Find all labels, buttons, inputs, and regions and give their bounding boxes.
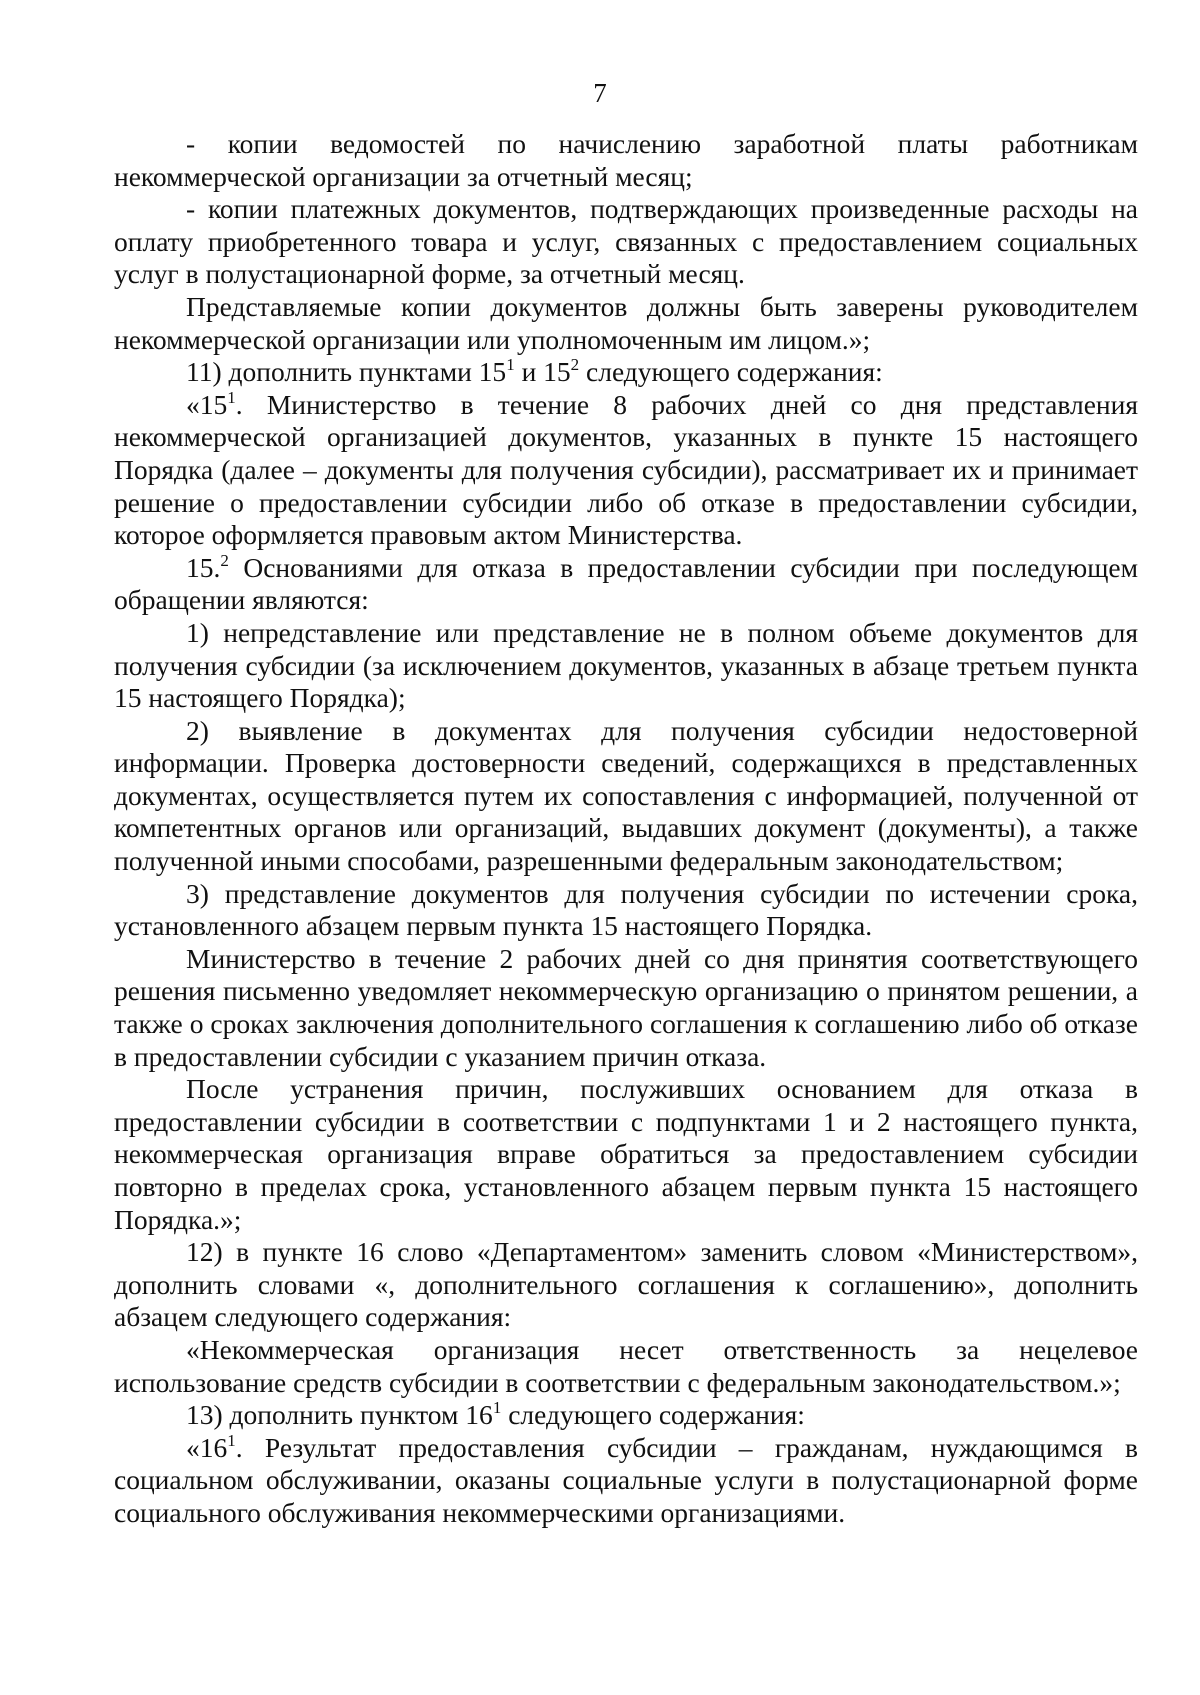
superscript: 1: [227, 387, 236, 407]
superscript: 1: [492, 1398, 502, 1417]
text-segment: 11) дополнить пунктами 15: [186, 356, 507, 388]
page-number: 7: [593, 78, 607, 108]
superscript: 1: [506, 355, 515, 374]
text-segment: «15: [186, 388, 228, 420]
text-segment: После устранения причин, послуживших основанием для отказа в предоставлении субсидии в соответствии с подпунктами 1 и 2 настоящего пункта, некоммерческая организация вправе обратиться за предоставлением субсидии повторно в пределах срока, установленного абзацем первым пункта 15 настоящего Порядка.»;: [114, 1073, 1138, 1235]
text-segment: Основаниями для отказа в предоставлении субсидии при последующем обращении являются:: [114, 551, 1138, 616]
paragraph-p14: [114, 1399, 1138, 1432]
text-segment: - копии ведомостей по начислению заработной платы работникам некоммерческой организации за отчетный месяц;: [114, 128, 1138, 192]
text-segment: . Результат предоставления субсидии – гражданам, нуждающимся в социальном обслуживании, оказаны социальные услуги в полустационарной форме социального обслуживания некоммерческими организациями.: [114, 1431, 1138, 1528]
paragraph-p2: [114, 193, 1138, 291]
superscript: 2: [570, 355, 580, 374]
paragraph-p3: [114, 291, 1138, 356]
paragraph-p5: [114, 389, 1138, 552]
paragraph-p10: [114, 943, 1138, 1073]
paragraph-p11: [114, 1073, 1138, 1236]
paragraph-p4: [114, 356, 1138, 389]
text-segment: 13) дополнить пунктом 16: [186, 1399, 493, 1431]
paragraph-p9: [114, 878, 1138, 943]
paragraph-p15: [114, 1432, 1138, 1530]
text-segment: 2) выявление в документах для получения субсидии недостоверной информации. Проверка достоверности сведений, содержащихся в представленных документах, осуществляется путем их сопоставления с информацией, полученной от компетентных органов или организаций, выдавших документ (документы), а также полученной иными способами, разрешенными федеральным законодательством;: [114, 714, 1138, 877]
text-segment: - копии платежных документов, подтверждающих произведенные расходы на оплату приобретенного товара и услуг, связанных с предоставлением социальных услуг в полустационарной форме, за отчетный месяц.: [114, 193, 1138, 290]
text-segment: 1) непредставление или представление не в полном объеме документов для получения субсидии (за исключением документов, указанных в абзаце третьем пункта 15 настоящего Порядка);: [114, 616, 1138, 714]
paragraph-p7: [114, 617, 1138, 715]
paragraph-p12: [114, 1236, 1138, 1334]
text-segment: 3) представление документов для получения субсидии по истечении срока, установленного абзацем первым пункта 15 настоящего Порядка.: [114, 877, 1138, 942]
text-segment: следующего содержания:: [501, 1399, 805, 1431]
paragraph-p13: [114, 1334, 1138, 1399]
paragraph-p8: [114, 715, 1138, 878]
text-segment: Представляемые копии документов должны быть заверены руководителем некоммерческой организации или уполномоченным им лицом.»;: [114, 290, 1138, 355]
document-body: [114, 128, 1138, 1530]
text-segment: «16: [186, 1431, 228, 1463]
text-segment: и 15: [514, 356, 571, 388]
paragraph-p6: [114, 552, 1138, 617]
text-segment: . Министерство в течение 8 рабочих дней со дня представления некоммерческой организацией документов, указанных в пункте 15 настоящего Порядка (далее – документы для получения субсидии), рассматривает их и принимает решение о предоставлении субсидии либо об отказе в предоставлении субсидии, которое оформляется правовым актом Министерства.: [114, 388, 1138, 551]
superscript: 1: [227, 1430, 236, 1450]
text-segment: Министерство в течение 2 рабочих дней со дня принятия соответствующего решения письменно уведомляет некоммерческую организацию о принятом решении, а также о сроках заключения дополнительного соглашения к соглашению либо об отказе в предоставлении субсидии с указанием причин отказа.: [114, 942, 1138, 1072]
superscript: 2: [220, 550, 229, 570]
text-segment: следующего содержания:: [579, 356, 883, 388]
paragraph-p1: [114, 128, 1138, 193]
text-segment: «Некоммерческая организация несет ответственность за нецелевое использование средств субсидии в соответствии с федеральным законодательством.»;: [114, 1333, 1138, 1398]
text-segment: 12) в пункте 16 слово «Департаментом» заменить словом «Министерством», дополнить словами «, дополнительного соглашения к соглашению», дополнить абзацем следующего содержания:: [114, 1236, 1138, 1333]
text-segment: 15.: [186, 551, 221, 583]
